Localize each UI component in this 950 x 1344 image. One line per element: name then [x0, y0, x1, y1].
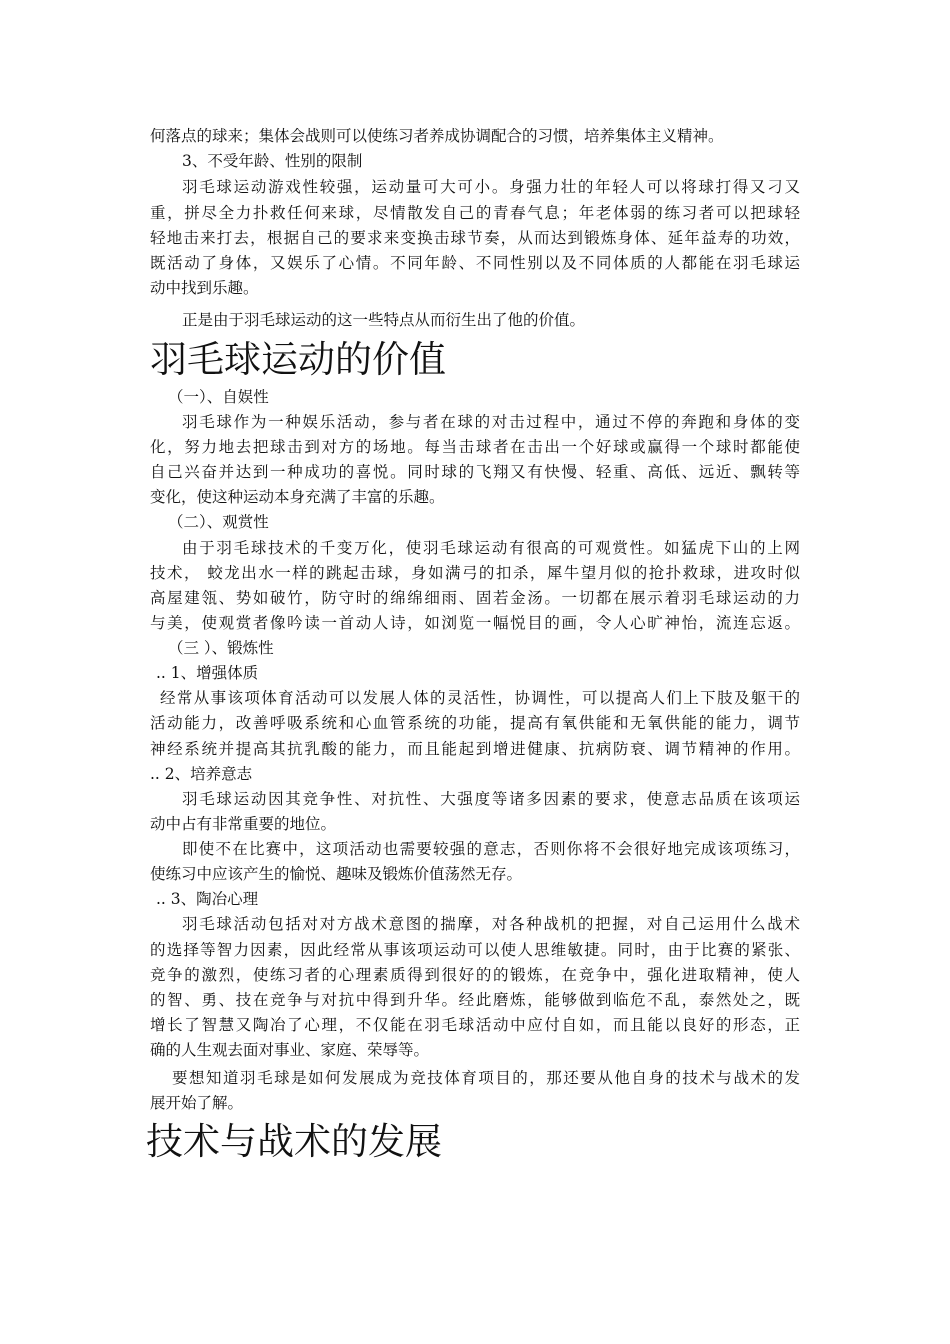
- paragraph-line: 神经系统并提高其抗乳酸的能力，而且能起到增进健康、抗病防衰、调节精神的作用。: [150, 740, 800, 758]
- paragraph-line: 确的人生观去面对事业、家庭、荣辱等。: [150, 1041, 430, 1059]
- paragraph-line: 经常从事该项体育活动可以发展人体的灵活性，协调性，可以提高人们上下肢及躯干的: [160, 689, 800, 707]
- section-heading: 羽毛球运动的价值: [150, 338, 446, 381]
- paragraph-line: 与美，使观赏者像吟读一首动人诗，如浏览一幅悦目的画，令人心旷神怡，流连忘返。: [150, 614, 800, 632]
- paragraph-line: 变化，使这种运动本身充满了丰富的乐趣。: [150, 488, 445, 506]
- paragraph-line: 正是由于羽毛球运动的这一些特点从而衍生出了他的价值。: [182, 311, 586, 329]
- paragraph-line: 展开始了解。: [150, 1094, 244, 1112]
- paragraph-line: 何落点的球来；集体会战则可以使练习者养成协调配合的习惯，培养集体主义精神。: [150, 127, 724, 145]
- paragraph-line: 技术， 蛟龙出水一样的跳起击球，身如满弓的扣杀，犀牛望月似的抢扑救球，进攻时似: [150, 564, 800, 582]
- paragraph-line: 动中占有非常重要的地位。: [150, 815, 337, 833]
- paragraph-line: 增长了智慧又陶冶了心理，不仅能在羽毛球活动中应付自如，而且能以良好的形态，正: [150, 1016, 800, 1034]
- paragraph-line: 高屋建瓴、势如破竹，防守时的绵绵细雨、固若金汤。一切都在展示着羽毛球运动的力: [150, 589, 800, 607]
- subheading: 3、不受年龄、性别的限制: [182, 152, 363, 170]
- paragraph-line: 动中找到乐趣。: [150, 279, 259, 297]
- paragraph-line: 即使不在比赛中，这项活动也需要较强的意志，否则你将不会很好地完成该项练习，: [182, 840, 800, 858]
- paragraph-line: 化，努力地去把球击到对方的场地。每当击球者在击出一个好球或赢得一个球时都能使: [150, 438, 800, 456]
- subheading: .. 1、增强体质: [156, 664, 259, 682]
- subheading: （三 ）、锻炼性: [168, 639, 274, 657]
- subheading: .. 2、培养意志: [150, 765, 253, 783]
- paragraph-line: 羽毛球运动因其竞争性、对抗性、大强度等诸多因素的要求，使意志品质在该项运: [182, 790, 800, 808]
- paragraph-line: 轻地击来打去，根据自己的要求来变换击球节奏，从而达到锻炼身体、延年益寿的功效，: [150, 229, 800, 247]
- subheading: （一）、自娱性: [168, 388, 269, 406]
- paragraph-line: 既活动了身体，又娱乐了心情。不同年龄、不同性别以及不同体质的人都能在羽毛球运: [150, 254, 800, 272]
- paragraph-line: 使练习中应该产生的愉悦、趣味及锻炼价值荡然无存。: [150, 865, 523, 883]
- paragraph-line: 活动能力，改善呼吸系统和心血管系统的功能，提高有氧供能和无氧供能的能力，调节: [150, 714, 800, 732]
- paragraph-line: 竞争的激烈，使练习者的心理素质得到很好的的锻炼，在竞争中，强化进取精神，使人: [150, 966, 800, 984]
- paragraph-line: 的智、勇、技在竞争与对抗中得到升华。经此磨炼，能够做到临危不乱，泰然处之，既: [150, 991, 800, 1009]
- paragraph-line: 羽毛球作为一种娱乐活动，参与者在球的对击过程中，通过不停的奔跑和身体的变: [182, 413, 800, 431]
- paragraph-line: 重，拼尽全力扑救任何来球，尽情散发自己的青春气息；年老体弱的练习者可以把球轻: [150, 204, 800, 222]
- subheading: （二）、观赏性: [168, 513, 269, 531]
- paragraph-line: 羽毛球运动游戏性较强，运动量可大可小。身强力壮的年轻人可以将球打得又刁又: [182, 178, 800, 196]
- paragraph-line: 由于羽毛球技术的千变万化，使羽毛球运动有很高的可观赏性。如猛虎下山的上网: [182, 539, 800, 557]
- section-heading: 技术与战术的发展: [146, 1120, 442, 1163]
- paragraph-line: 的选择等智力因素，因此经常从事该项运动可以使人思维敏捷。同时，由于比赛的紧张、: [150, 941, 800, 959]
- paragraph-line: 要想知道羽毛球是如何发展成为竞技体育项目的，那还要从他自身的技术与战术的发: [172, 1069, 800, 1087]
- subheading: .. 3、陶冶心理: [156, 890, 259, 908]
- paragraph-line: 羽毛球活动包括对对方战术意图的揣摩，对各种战机的把握，对自己运用什么战术: [182, 915, 800, 933]
- paragraph-line: 自己兴奋并达到一种成功的喜悦。同时球的飞翔又有快慢、轻重、高低、远近、飘转等: [150, 463, 800, 481]
